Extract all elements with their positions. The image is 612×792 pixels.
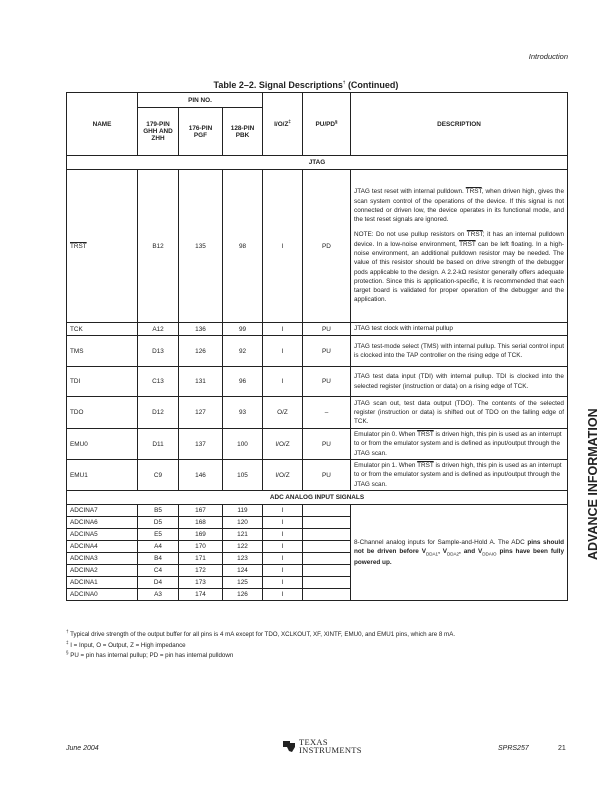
cell: D12: [138, 397, 179, 429]
cell: TMS: [67, 336, 138, 367]
trst-signal: TRST: [459, 240, 476, 248]
cell-empty: [303, 541, 351, 553]
cell-name: [67, 170, 138, 323]
logo-line1: TEXAS: [299, 737, 328, 747]
cell: B4: [138, 553, 179, 565]
table-row: [67, 367, 568, 397]
cell: 92: [223, 336, 263, 367]
cell: I: [263, 336, 303, 367]
cell: D5: [138, 517, 179, 529]
cell: I: [263, 541, 303, 553]
cell: 136: [179, 323, 223, 336]
cell: I: [263, 517, 303, 529]
section-jtag: JTAG: [67, 156, 568, 170]
cell: –: [303, 397, 351, 429]
cell: I: [263, 505, 303, 517]
cell-empty: [303, 529, 351, 541]
cell: PU: [303, 460, 351, 491]
cell: 172: [179, 565, 223, 577]
advance-information-label: ADVANCE INFORMATION: [586, 408, 600, 560]
cell: 126: [179, 336, 223, 367]
cell: I: [263, 323, 303, 336]
cell: I: [263, 577, 303, 589]
cell: 125: [223, 577, 263, 589]
cell: A3: [138, 589, 179, 601]
text: pins should not be driven before V: [354, 538, 564, 556]
cell: 146: [179, 460, 223, 491]
text: NOTE: Do not use pullup resistors on: [354, 231, 467, 239]
cell: 105: [223, 460, 263, 491]
cell: ADCINA3: [67, 553, 138, 565]
cell: ADCINA7: [67, 505, 138, 517]
table-row: [67, 170, 568, 323]
title-footnote-mark: †: [342, 80, 346, 85]
text: Emulator pin 1. When: [354, 462, 418, 470]
cell: 120: [223, 517, 263, 529]
section-adc: ADC ANALOG INPUT SIGNALS: [67, 491, 568, 505]
cell-empty: [303, 517, 351, 529]
cell: 170: [179, 541, 223, 553]
table-title: [0, 80, 612, 90]
text: pins have been fully powered up.: [354, 548, 565, 566]
cell-description: [351, 460, 568, 491]
cell: EMU1: [67, 460, 138, 491]
table-row: [67, 336, 568, 367]
cell: 126: [223, 589, 263, 601]
pupd-label: PU/PD: [315, 121, 335, 129]
cell: D4: [138, 577, 179, 589]
cell: E5: [138, 529, 179, 541]
cell: 119: [223, 505, 263, 517]
cell-empty: [303, 553, 351, 565]
col-pin-no: PIN NO.: [138, 93, 263, 108]
cell: 137: [179, 429, 223, 460]
cell: 122: [223, 541, 263, 553]
table-row: [67, 397, 568, 429]
footnote: [66, 629, 455, 640]
text: 8-Channel analog inputs for Sample-and-Hold A. The ADC: [354, 538, 528, 546]
text: is driven high, this pin is used as an interrupt to or from the emulator system and is defined as input/output through the JTAG scan.: [354, 431, 562, 457]
footnote-text: I = Input, O = Output, Z = High impedance: [68, 641, 186, 649]
footnote-mark: ‡: [66, 639, 69, 645]
footnote-text: Typical drive strength of the output buffer for all pins is 4 mA except for TDO, XCLKOUT, XF, XINTF, EMU0, and EMU1 pins, which are 8 mA.: [68, 631, 456, 639]
col-128pin: 128-PIN PBK: [223, 108, 263, 156]
cell-description: JTAG scan out, test data output (TDO). The contents of the selected register (instruction or data) is shifted out of TDO on the falling edge of TCK.: [351, 397, 568, 429]
col-179pin: 179-PIN GHH AND ZHH: [138, 108, 179, 156]
cell: 98: [223, 170, 263, 323]
trst-signal: TRST: [417, 431, 434, 439]
cell-description: [351, 170, 568, 323]
cell: EMU0: [67, 429, 138, 460]
text: Emulator pin 0. When: [354, 431, 418, 439]
ti-logo-icon: [282, 740, 296, 753]
footnotes: [66, 629, 455, 661]
text: can be left floating. In a high-noise environment, an additional pulldown resistor may be needed. The value of this resistor should be based on drive strength of the debugger pods applicable to the design. A 2.2-kΩ resistor generally offers adequate protection. Since this is application-specific, it is recommended that each target board is validated for proper operation of the debugger and the application.: [354, 240, 564, 304]
cell: C9: [138, 460, 179, 491]
cell: PU: [303, 323, 351, 336]
cell: 168: [179, 517, 223, 529]
cell: I: [263, 565, 303, 577]
cell: I/O/Z: [263, 429, 303, 460]
ioz-label: I/O/Z: [274, 121, 289, 129]
col-description: DESCRIPTION: [351, 93, 568, 156]
text: , when driven high, gives the scan system control of the operations of the device. If this signal is not connected or driven low, the device operates in its functional mode, and the test reset signals are ignored.: [354, 188, 564, 224]
logo-line2: INSTRUMENTS: [299, 745, 362, 755]
cell-description: [351, 429, 568, 460]
title-text: Table 2–2. Signal Descriptions: [213, 80, 343, 90]
footer-doc-id: SPRS257: [498, 745, 529, 752]
text: , and V: [459, 548, 483, 556]
cell: 135: [179, 170, 223, 323]
cell: O/Z: [263, 397, 303, 429]
text: JTAG test reset with internal pulldown.: [354, 188, 466, 196]
cell: ADCINA5: [67, 529, 138, 541]
cell: 167: [179, 505, 223, 517]
cell: C4: [138, 565, 179, 577]
text: , V: [438, 548, 448, 556]
cell: A4: [138, 541, 179, 553]
cell: 93: [223, 397, 263, 429]
trst-signal: TRST: [466, 231, 483, 239]
section-header: Introduction: [528, 52, 568, 61]
cell: 173: [179, 577, 223, 589]
cell-description: JTAG test-mode select (TMS) with internal pullup. This serial control input is clocked into the TAP controller on the rising edge of TCK.: [351, 336, 568, 367]
signal-name: TRST: [70, 242, 87, 250]
cell: 171: [179, 553, 223, 565]
cell: 131: [179, 367, 223, 397]
ioz-mark: ‡: [288, 119, 291, 125]
cell-empty: [303, 565, 351, 577]
table-row: [67, 505, 568, 517]
cell: I: [263, 529, 303, 541]
cell: 127: [179, 397, 223, 429]
cell: I: [263, 367, 303, 397]
cell: 123: [223, 553, 263, 565]
cell-description: [351, 505, 568, 601]
subscript: DDA1: [426, 551, 439, 557]
trst-signal: TRST: [465, 188, 482, 196]
footnote-mark: †: [66, 629, 69, 634]
page-number: 21: [558, 745, 566, 752]
cell: ADCINA2: [67, 565, 138, 577]
ti-logo: [282, 738, 362, 754]
text: is driven high, this pin is used as an interrupt to or from the emulator system and is defined as input/output through the JTAG scan.: [354, 462, 562, 488]
cell: B12: [138, 170, 179, 323]
footnote: [66, 650, 455, 661]
cell: 96: [223, 367, 263, 397]
cell: 121: [223, 529, 263, 541]
col-ioz: [263, 93, 303, 156]
cell: PD: [303, 170, 351, 323]
cell: TDI: [67, 367, 138, 397]
cell: ADCINA1: [67, 577, 138, 589]
cell: TCK: [67, 323, 138, 336]
footer-date: June 2004: [66, 745, 99, 752]
cell: 169: [179, 529, 223, 541]
subscript: DDAIO: [482, 551, 497, 557]
cell-description: JTAG test data input (TDI) with internal pullup. TDI is clocked into the selected register (instruction or data) on a rising edge of TCK.: [351, 367, 568, 397]
text: ; it has an internal pulldown device. In a low-noise environment,: [354, 231, 564, 248]
footnote-text: PU = pin has internal pullup; PD = pin has internal pulldown: [68, 652, 234, 660]
cell: I/O/Z: [263, 460, 303, 491]
table-row: [67, 323, 568, 336]
cell: PU: [303, 336, 351, 367]
title-suffix: (Continued): [345, 80, 399, 90]
footnote: [66, 640, 455, 651]
col-176pin: 176-PIN PGF: [179, 108, 223, 156]
cell: 99: [223, 323, 263, 336]
col-name: NAME: [67, 93, 138, 156]
footnote-mark: §: [66, 650, 69, 656]
cell: PU: [303, 429, 351, 460]
cell: D13: [138, 336, 179, 367]
subscript: DDA2: [447, 551, 460, 557]
table-row: [67, 429, 568, 460]
cell: TDO: [67, 397, 138, 429]
cell: I: [263, 170, 303, 323]
table-row: [67, 460, 568, 491]
cell: 100: [223, 429, 263, 460]
cell: A12: [138, 323, 179, 336]
cell: D11: [138, 429, 179, 460]
cell: C13: [138, 367, 179, 397]
cell-empty: [303, 589, 351, 601]
cell: ADCINA0: [67, 589, 138, 601]
cell: I: [263, 589, 303, 601]
col-pupd: [303, 93, 351, 156]
cell: B5: [138, 505, 179, 517]
cell-empty: [303, 505, 351, 517]
signal-descriptions-table: [66, 92, 568, 601]
cell: ADCINA6: [67, 517, 138, 529]
cell-description: JTAG test clock with internal pullup: [351, 323, 568, 336]
cell: 174: [179, 589, 223, 601]
cell-empty: [303, 577, 351, 589]
pupd-mark: §: [335, 119, 338, 125]
cell: PU: [303, 367, 351, 397]
trst-signal: TRST: [417, 462, 434, 470]
cell: I: [263, 553, 303, 565]
cell: 124: [223, 565, 263, 577]
cell: ADCINA4: [67, 541, 138, 553]
